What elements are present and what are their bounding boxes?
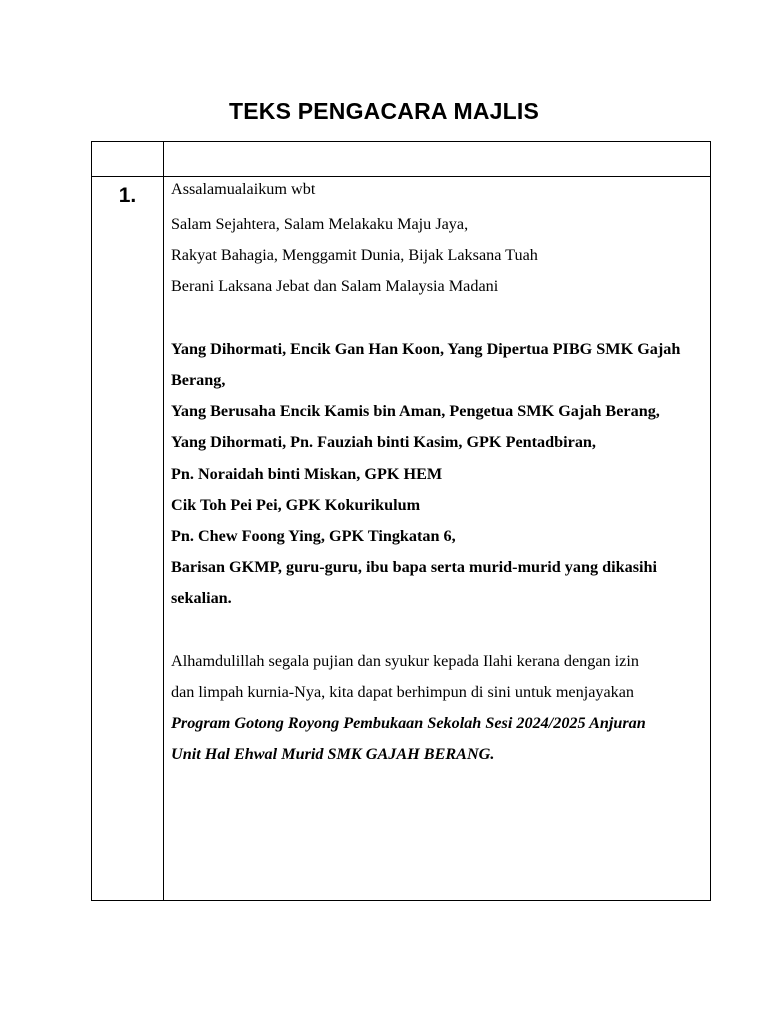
script-table xyxy=(91,141,711,901)
greeting-line: Salam Sejahtera, Salam Melakaku Maju Jaya, xyxy=(171,215,469,233)
paragraph-spacer xyxy=(171,303,706,334)
greeting-line: Berani Laksana Jebat dan Salam Malaysia Madani xyxy=(171,277,499,296)
item-text-cell xyxy=(164,177,711,901)
salutation-line: Yang Dihormati, Encik Gan Han Koon, Yang Dipertua PIBG SMK Gajah Berang, xyxy=(171,339,681,389)
salutation-line: Pn. Chew Foong Ying, GPK Tingkatan 6, xyxy=(171,527,456,546)
script-text xyxy=(164,177,710,771)
header-cell-number xyxy=(92,142,164,177)
table-header-row xyxy=(92,142,711,177)
salutation-line: Barisan GKMP, guru-guru, ibu bapa serta murid-murid yang dikasihi sekalian. xyxy=(171,558,658,608)
opening-line: Alhamdulillah segala pujian dan syukur kepada Ilahi kerana dengan izin xyxy=(171,651,639,670)
greeting-line: Assalamualaikum wbt xyxy=(171,180,316,198)
program-name-line: Program Gotong Royong Pembukaan Sekolah Sesi 2024/2025 Anjuran xyxy=(171,714,646,733)
salutation-line: Yang Dihormati, Pn. Fauziah binti Kasim, GPK Pentadbiran, xyxy=(171,433,596,452)
paragraph-spacer xyxy=(171,615,706,646)
item-number-cell xyxy=(92,177,164,901)
table-row xyxy=(92,177,711,901)
salutation-line: Cik Toh Pei Pei, GPK Kokurikulum xyxy=(171,495,421,514)
item-number: 1. xyxy=(118,184,137,207)
opening-line: dan limpah kurnia-Nya, kita dapat berhimpun di sini untuk menjayakan xyxy=(171,683,635,702)
program-name-line: Unit Hal Ehwal Murid SMK GAJAH BERANG. xyxy=(171,745,495,764)
greeting-line: Rakyat Bahagia, Menggamit Dunia, Bijak Laksana Tuah xyxy=(171,246,538,265)
salutation-line: Pn. Noraidah binti Miskan, GPK HEM xyxy=(171,464,443,483)
document-title: TEKS PENGACARA MAJLIS xyxy=(228,98,540,124)
salutation-line: Yang Berusaha Encik Kamis bin Aman, Pengetua SMK Gajah Berang, xyxy=(171,402,660,421)
header-cell-text xyxy=(164,142,711,177)
